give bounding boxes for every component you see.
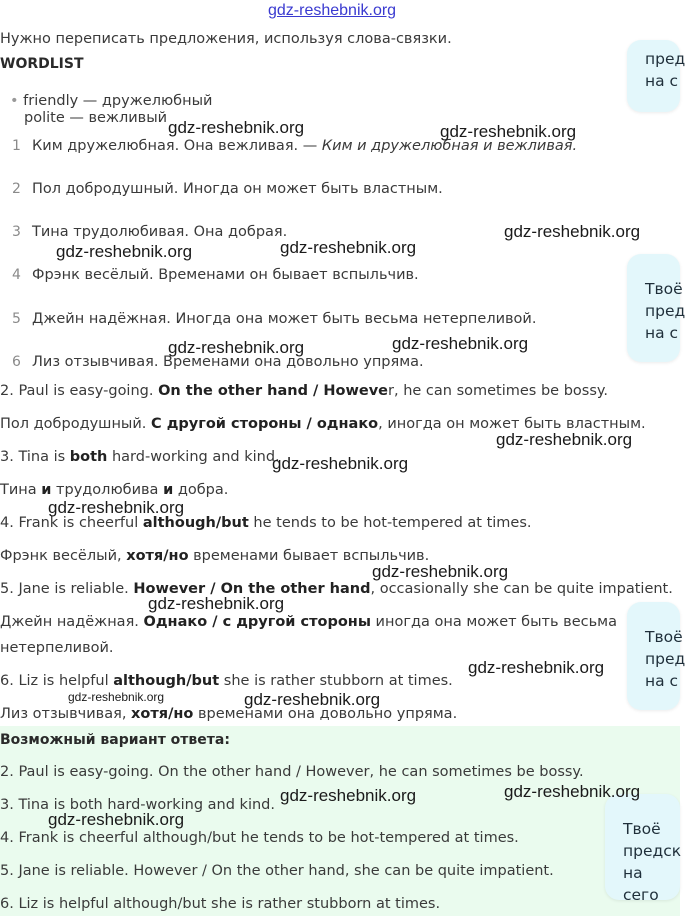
bullet-icon: • <box>10 93 19 109</box>
ad-text: пред <box>645 302 685 320</box>
example-sentence: Лиз отзывчивая. Временами она довольно упряма. <box>32 354 424 370</box>
solution-en-6: 6. Liz is helpful although/but she is rather stubborn at times. <box>0 673 453 689</box>
ad-text: Твоё <box>645 280 683 298</box>
watermark: gdz-reshebnik.org <box>272 454 409 473</box>
example-number: 5 <box>12 311 21 327</box>
watermark: gdz-reshebnik.org <box>244 690 381 709</box>
ad-text: пред <box>645 650 685 668</box>
answer-title: Возможный вариант ответа: <box>0 732 230 748</box>
watermark: gdz-reshebnik.org <box>468 658 605 677</box>
wordlist-item-clipped: polite — вежливый <box>24 110 168 126</box>
watermark: gdz-reshebnik.org <box>504 782 641 801</box>
example-number: 2 <box>12 181 21 197</box>
site-header-link[interactable]: gdz-reshebnik.org <box>268 2 397 19</box>
watermark: gdz-reshebnik.org <box>148 594 285 613</box>
watermark: gdz-reshebnik.org <box>48 810 185 829</box>
watermark: gdz-reshebnik.org <box>280 238 417 257</box>
watermark: gdz-reshebnik.org <box>392 334 529 353</box>
solution-en-5: 5. Jane is reliable. However / On the other hand, occasionally she can be quite impatient. <box>0 581 673 597</box>
ad-card[interactable] <box>627 602 685 710</box>
example-sentence: Тина трудолюбивая. Она добрая. <box>32 224 288 240</box>
example-number: 1 <box>12 138 21 154</box>
wordlist-title: WORDLIST <box>0 56 84 72</box>
watermark: gdz-reshebnik.org <box>168 338 305 357</box>
answer-line: 6. Liz is helpful although/but she is rather stubborn at times. <box>0 896 441 912</box>
ad-text: Твоё <box>623 820 661 838</box>
wordlist-item: • friendly — дружелюбный <box>10 93 213 109</box>
solution-en-3: 3. Tina is both hard-working and kind. <box>0 449 280 465</box>
answer-line: 5. Jane is reliable. However / On the other hand, she can be quite impatient. <box>0 863 554 879</box>
ad-card[interactable] <box>627 40 685 112</box>
ad-text: предск <box>623 842 682 860</box>
solution-ru-5: Джейн надёжная. Однако / с другой стороны иногда она может быть весьма <box>0 614 617 630</box>
ad-card[interactable] <box>605 794 682 904</box>
answer-line: 2. Paul is easy-going. On the other hand / However, he can sometimes be bossy. <box>0 764 584 780</box>
watermark: gdz-reshebnik.org <box>372 562 509 581</box>
watermark: gdz-reshebnik.org <box>56 242 193 261</box>
ad-text: на с <box>645 72 679 90</box>
solution-ru-3: Тина и трудолюбива и добра. <box>0 482 229 498</box>
watermark: gdz-reshebnik.org <box>48 498 185 517</box>
watermark: gdz-reshebnik.org <box>68 690 165 704</box>
ad-text: на с <box>645 672 679 690</box>
solution-en-2: 2. Paul is easy-going. On the other hand / However, he can sometimes be bossy. <box>0 383 609 399</box>
solution-ru-2: Пол добродушный. С другой стороны / однако, иногда он может быть властным. <box>0 416 646 432</box>
ad-card[interactable] <box>627 254 685 362</box>
example-number: 4 <box>12 267 21 283</box>
watermark: gdz-reshebnik.org <box>440 122 577 141</box>
watermark: gdz-reshebnik.org <box>168 118 305 137</box>
example-sentence: Фрэнк весёлый. Временами он бывает вспыльчив. <box>32 267 419 283</box>
ad-text: пред <box>645 50 685 68</box>
watermark: gdz-reshebnik.org <box>280 786 417 805</box>
answer-line: 4. Frank is cheerful although/but he tends to be hot-tempered at times. <box>0 830 519 846</box>
solution-en-4: 4. Frank is cheerful although/but he tends to be hot-tempered at times. <box>0 515 532 531</box>
task-description: Нужно переписать предложения, используя слова-связки. <box>0 31 452 47</box>
ad-text: на сего <box>623 864 659 904</box>
example-sentence: Джейн надёжная. Иногда она может быть весьма нетерпеливой. <box>32 311 537 327</box>
ad-text: Твоё <box>645 628 683 646</box>
solution-ru-4: Фрэнк весёлый, хотя/но временами бывает вспыльчив. <box>0 548 430 564</box>
watermark: gdz-reshebnik.org <box>504 222 641 241</box>
solution-ru-5-cont: нетерпеливой. <box>0 640 114 656</box>
answer-line: 3. Tina is both hard-working and kind. <box>0 797 275 813</box>
watermark: gdz-reshebnik.org <box>496 430 633 449</box>
ad-text: на с <box>645 324 679 342</box>
example-sentence: Ким дружелюбная. Она вежливая. — Ким и дружелюбная и вежливая. <box>32 138 578 154</box>
example-sentence: Пол добродушный. Иногда он может быть властным. <box>32 181 443 197</box>
example-number: 6 <box>12 354 21 370</box>
example-number: 3 <box>12 224 21 240</box>
solution-ru-6: Лиз отзывчивая, хотя/но временами она довольно упряма. <box>0 706 458 722</box>
